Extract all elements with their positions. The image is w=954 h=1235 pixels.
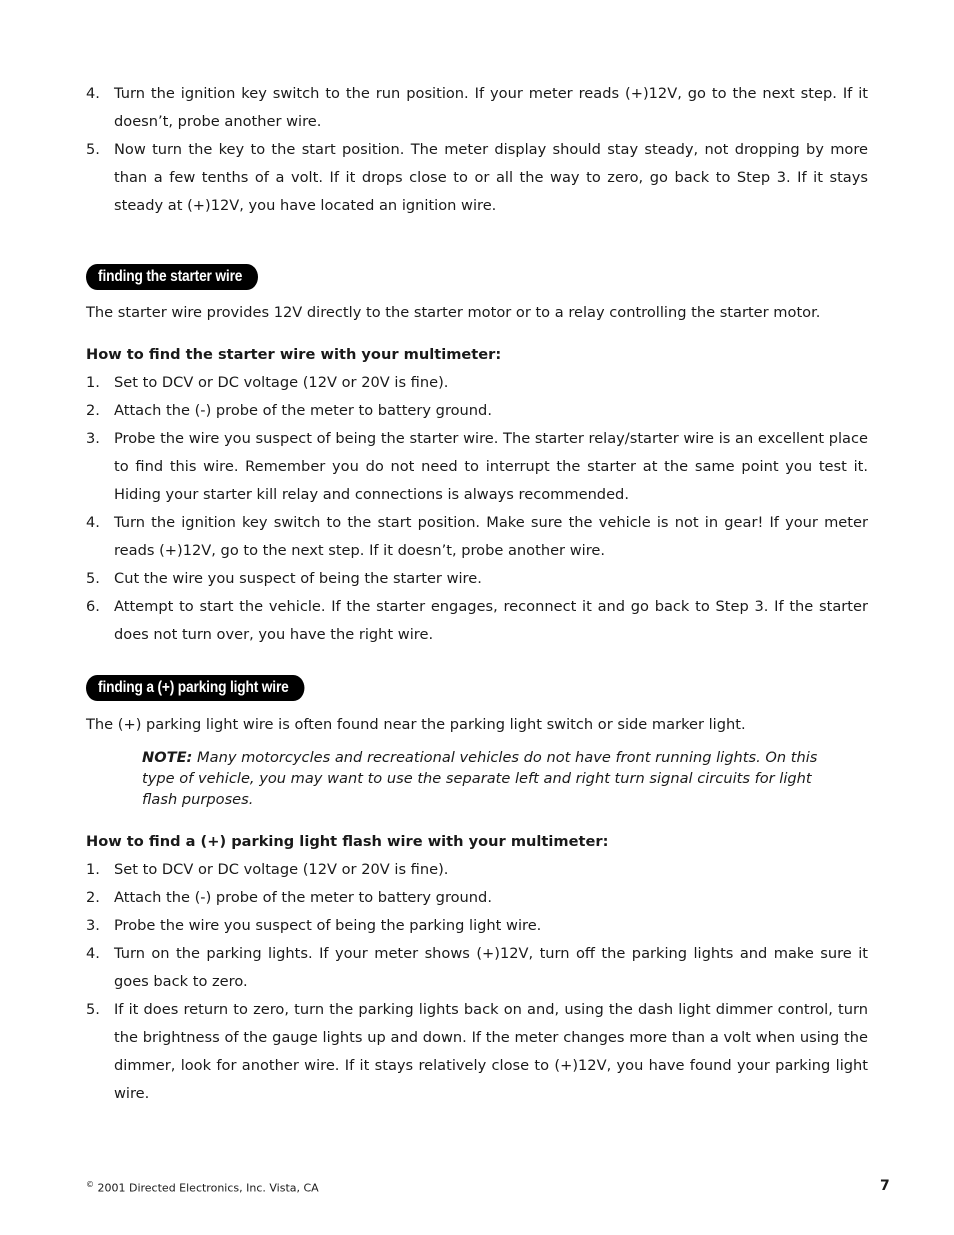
- step-text: Set to DCV or DC voltage (12V or 20V is fine).: [114, 374, 449, 391]
- list-item: [86, 996, 868, 1108]
- step-number: 6.: [86, 598, 100, 615]
- list-item: [86, 397, 868, 425]
- starter-heading-wrap: [86, 264, 868, 292]
- step-text: Probe the wire you suspect of being the starter wire. The starter relay/starter wire is an excellent place to find this wire. Remember you do not need to interrupt the starter at the same point you test it. Hiding your starter kill relay and connections is always recommended.: [114, 430, 868, 503]
- note-label: NOTE:: [142, 749, 193, 766]
- step-number: 4.: [86, 514, 100, 531]
- parking-note: [142, 747, 842, 810]
- list-item: [86, 509, 868, 565]
- step-number: 5.: [86, 141, 100, 158]
- section-heading-starter: finding the starter wire: [86, 264, 258, 290]
- step-number: 5.: [86, 570, 100, 587]
- page-content: [86, 80, 868, 1108]
- step-number: 2.: [86, 402, 100, 419]
- list-item: [86, 369, 868, 397]
- step-text: Turn the ignition key switch to the start position. Make sure the vehicle is not in gear! If your meter reads (+)12V, go to the next step. If it doesn’t, probe another wire.: [114, 514, 868, 559]
- list-item: [86, 425, 868, 509]
- copyright-text: 2001 Directed Electronics, Inc. Vista, CA: [94, 1181, 319, 1195]
- starter-howto-heading: How to find the starter wire with your multimeter:: [86, 346, 502, 363]
- step-number: 3.: [86, 917, 100, 934]
- parking-howto-heading: How to find a (+) parking light flash wire with your multimeter:: [86, 833, 609, 850]
- step-number: 1.: [86, 374, 100, 391]
- step-text: Now turn the key to the start position. The meter display should stay steady, not dropping by more than a few tenths of a volt. If it drops close to or all the way to zero, go back to Step 3. If it stays steady at (+)12V, you have located an ignition wire.: [114, 141, 868, 214]
- list-item: [86, 593, 868, 649]
- step-number: 5.: [86, 1001, 100, 1018]
- list-item: [86, 136, 868, 220]
- step-text: Turn on the parking lights. If your meter shows (+)12V, turn off the parking lights and make sure it goes back to zero.: [114, 945, 868, 990]
- intro-steps-list: [86, 80, 868, 220]
- starter-intro: The starter wire provides 12V directly to the starter motor or to a relay controlling the starter motor.: [86, 304, 821, 321]
- step-number: 2.: [86, 889, 100, 906]
- list-item: [86, 856, 868, 884]
- list-item: [86, 884, 868, 912]
- step-text: Attempt to start the vehicle. If the starter engages, reconnect it and go back to Step 3. If the starter does not turn over, you have the right wire.: [114, 598, 868, 643]
- step-text: Probe the wire you suspect of being the parking light wire.: [114, 917, 542, 934]
- step-number: 1.: [86, 861, 100, 878]
- step-number: 4.: [86, 85, 100, 102]
- step-text: If it does return to zero, turn the parking lights back on and, using the dash light dimmer control, turn the brightness of the gauge lights up and down. If the meter changes more than a volt when using the dimmer, look for another wire. If it stays relatively close to (+)12V, you have found your parking light wire.: [114, 1001, 868, 1102]
- list-item: [86, 565, 868, 593]
- step-text: Cut the wire you suspect of being the starter wire.: [114, 570, 482, 587]
- copyright-symbol: ©: [86, 1180, 94, 1189]
- step-number: 4.: [86, 945, 100, 962]
- step-text: Turn the ignition key switch to the run position. If your meter reads (+)12V, go to the next step. If it doesn’t, probe another wire.: [114, 85, 868, 130]
- starter-steps-list: [86, 369, 868, 649]
- page-number: 7: [880, 1178, 890, 1194]
- step-text: Attach the (-) probe of the meter to battery ground.: [114, 889, 492, 906]
- list-item: [86, 912, 868, 940]
- list-item: [86, 940, 868, 996]
- note-text: Many motorcycles and recreational vehicles do not have front running lights. On this type of vehicle, you may want to use the separate left and right turn signal circuits for light flash purposes.: [142, 749, 818, 808]
- section-heading-parking: finding a (+) parking light wire: [86, 675, 304, 701]
- step-text: Set to DCV or DC voltage (12V or 20V is fine).: [114, 861, 449, 878]
- step-text: Attach the (-) probe of the meter to battery ground.: [114, 402, 492, 419]
- parking-intro: The (+) parking light wire is often found near the parking light switch or side marker light.: [86, 716, 746, 733]
- parking-heading-wrap: [86, 675, 868, 703]
- footer-copyright: [86, 1180, 319, 1195]
- list-item: [86, 80, 868, 136]
- parking-steps-list: [86, 856, 868, 1108]
- step-number: 3.: [86, 430, 100, 447]
